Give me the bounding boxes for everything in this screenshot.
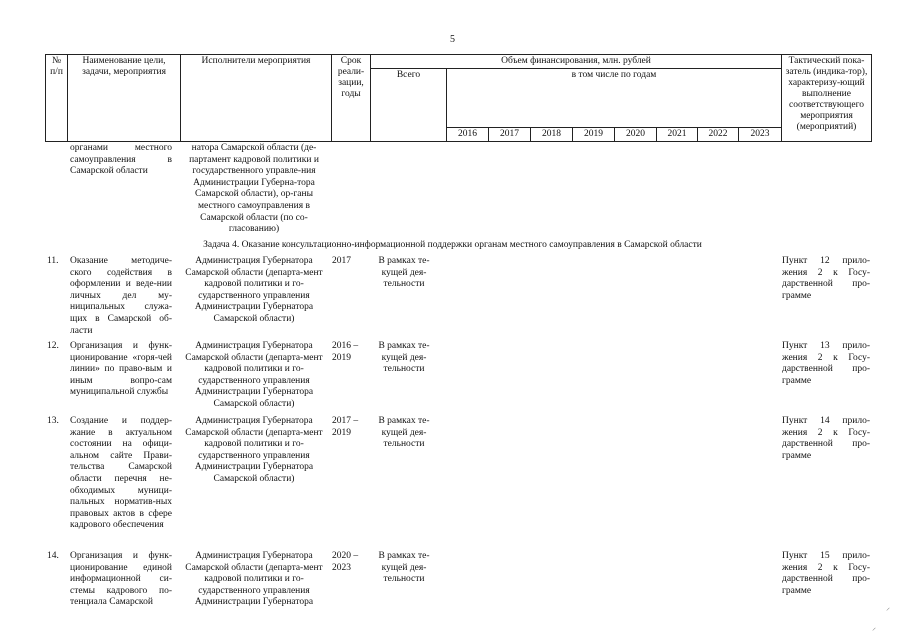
header-indicator: Тактический пока-затель (индика-тор), характеризу-ющий выполнение соответствующего мероприятия (мероприятий) [782, 55, 872, 142]
row-num: 11. [47, 256, 59, 266]
header-by-years: в том числе по годам [447, 69, 782, 128]
row-total: В рамках те-кущей дея-тельности [378, 256, 430, 290]
row-term: 2017 – 2019 [332, 416, 359, 438]
row-name: Организация и функ-ционирование «горя-чей линии» по право-вым и иным вопро-сам муниципальной службы [70, 341, 172, 398]
row-executors: Администрация Губернатора Самарской области (департа-мент кадровой политики и го-сударственного управления Администрации Губернатора Самарской области) [185, 341, 323, 409]
header-total: Всего [371, 69, 447, 142]
row-total: В рамках те-кущей дея-тельности [378, 551, 430, 585]
row-indicator: Пункт 14 прило-жения 2 к Госу-дарственной про-грамме [782, 416, 870, 461]
continuation-executors: натора Самарской области (де-партамент кадровой политики и государственного управле-ния Администрации Губерна-тора Самарской области), ор-ганы местного самоуправления в Самарской области (по со-гласованию) [189, 143, 319, 235]
row-indicator: Пункт 15 прило-жения 2 к Госу-дарственной про-грамме [782, 551, 870, 596]
task-title: Задача 4. Оказание консультационно-информационной поддержки органам местного самоуправления в Самарской области [203, 240, 702, 250]
row-executors: Администрация Губернатора Самарской области (департа-мент кадровой политики и го-сударственного управления Администрации Губернатора Самарской области) [185, 416, 323, 484]
header-num: № п/п [46, 55, 68, 142]
header-year: 2022 [698, 128, 739, 142]
row-num: 14. [47, 551, 59, 561]
row-name: Создание и поддер-жание в актуальном состоянии на офици-альном сайте Прави-тельства Самарской области перечня не-обходимых муници-пальных норматив-ных правовых актов в сфере кадрового обеспечения [70, 416, 172, 531]
row-term: 2020 – 2023 [332, 551, 359, 573]
page-number: 5 [450, 34, 455, 45]
header-year: 2020 [615, 128, 657, 142]
row-executors: Администрация Губернатора Самарской области (департа-мент кадровой политики и го-сударственного управления Администрации Губернатора [185, 551, 323, 608]
header-year: 2019 [573, 128, 615, 142]
row-executors: Администрация Губернатора Самарской области (департа-мент кадровой политики и го-сударственного управления Администрации Губернатора Самарской области) [185, 256, 323, 324]
header-executors: Исполнители мероприятия [181, 55, 332, 142]
continuation-name: органами местного самоуправления в Самарской области [70, 143, 172, 177]
scan-mark: ⸝ [872, 623, 876, 632]
row-name: Оказание методиче-ского содействия в оформлении и веде-нии личных дел му-ниципальных служа-щих в Самарской об-ласти [70, 256, 172, 336]
row-indicator: Пункт 13 прило-жения 2 к Госу-дарственной про-грамме [782, 341, 870, 386]
row-num: 12. [47, 341, 59, 351]
row-term: 2016 – 2019 [332, 341, 359, 363]
scan-mark: ⸝ [886, 603, 890, 612]
header-term: Срок реали-зации, годы [332, 55, 371, 142]
header-year: 2023 [739, 128, 782, 142]
header-name: Наименование цели, задачи, мероприятия [68, 55, 181, 142]
header-year: 2021 [657, 128, 698, 142]
row-name: Организация и функ-ционирование единой информационной си-стемы кадрового по-тенциала Самарской [70, 551, 172, 608]
header-financing: Объем финансирования, млн. рублей [371, 55, 782, 69]
row-total: В рамках те-кущей дея-тельности [378, 416, 430, 450]
row-indicator: Пункт 12 прило-жения 2 к Госу-дарственной про-грамме [782, 256, 870, 301]
row-total: В рамках те-кущей дея-тельности [378, 341, 430, 375]
row-num: 13. [47, 416, 59, 426]
header-year: 2017 [489, 128, 531, 142]
header-year: 2018 [531, 128, 573, 142]
row-term: 2017 [332, 256, 351, 266]
table-header [45, 54, 872, 142]
header-year: 2016 [447, 128, 489, 142]
